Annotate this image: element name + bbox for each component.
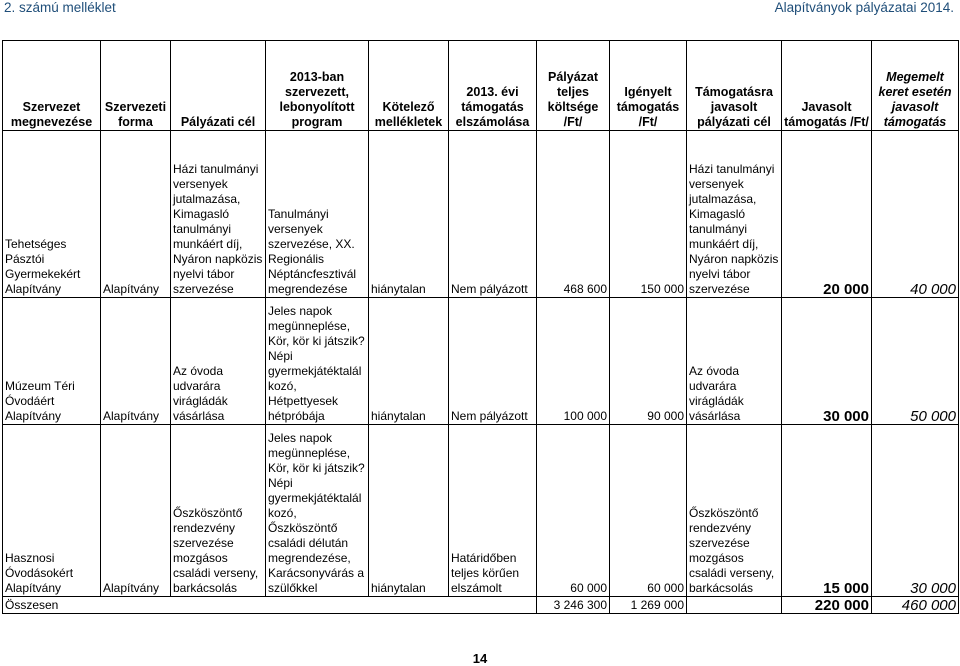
increased-amount: 40 000 — [872, 131, 959, 298]
attachments-status: hiánytalan — [369, 131, 449, 298]
col-header-goal: Pályázati cél — [171, 41, 266, 131]
requested-amount: 90 000 — [610, 298, 687, 425]
total-row — [3, 597, 959, 614]
page-number: 14 — [472, 651, 488, 666]
col-header-requested: Igényelt támogatás /Ft/ — [610, 41, 687, 131]
increased-amount: 50 000 — [872, 298, 959, 425]
settlement-status: Nem pályázott — [449, 298, 537, 425]
table-header-row — [3, 41, 959, 131]
total-cost-sum: 3 246 300 — [537, 597, 610, 614]
org-name: Hasznosi Óvodásokért Alapítvány — [3, 425, 101, 597]
requested-amount: 60 000 — [610, 425, 687, 597]
program-2013: Tanulmányi versenyek szervezése, XX. Regionális Néptáncfesztivál megrendezése — [266, 131, 369, 298]
settlement-status: Határidőben teljes körűen elszámolt — [449, 425, 537, 597]
applications-table — [2, 40, 959, 614]
document-label: 2. számú melléklet — [4, 0, 116, 15]
col-header-increased: Megemelt keret esetén javasolt támogatás — [872, 41, 959, 131]
col-header-attachments: Kötelező mellékletek — [369, 41, 449, 131]
increased-amount: 30 000 — [872, 425, 959, 597]
proposed-amount: 15 000 — [782, 425, 872, 597]
org-name: Múzeum Téri Óvodáért Alapítvány — [3, 298, 101, 425]
increased-sum: 460 000 — [872, 597, 959, 614]
table-row — [3, 131, 959, 298]
proposed-amount: 30 000 — [782, 298, 872, 425]
org-form: Alapítvány — [101, 131, 171, 298]
org-form: Alapítvány — [101, 425, 171, 597]
total-label: Összesen — [3, 597, 537, 614]
total-cost: 100 000 — [537, 298, 610, 425]
col-header-name: Szervezet megnevezése — [3, 41, 101, 131]
table-row — [3, 425, 959, 597]
proposed-goal: Őszköszöntő rendezvény szervezése mozgásos családi verseny, barkácsolás — [687, 425, 782, 597]
proposed-amount: 20 000 — [782, 131, 872, 298]
proposed-sum: 220 000 — [782, 597, 872, 614]
col-header-program: 2013-ban szervezett, lebonyolított program — [266, 41, 369, 131]
col-header-proposed: Javasolt támogatás /Ft/ — [782, 41, 872, 131]
proposed-goal: Az óvoda udvarára virágládák vásárlása — [687, 298, 782, 425]
requested-amount: 150 000 — [610, 131, 687, 298]
total-cost: 468 600 — [537, 131, 610, 298]
program-2013: Jeles napok megünneplése, Kör, kör ki játszik? Népi gyermekjátéktalálkozó, Hétpettyesek hétpróbája — [266, 298, 369, 425]
table-row — [3, 298, 959, 425]
col-header-form: Szervezeti forma — [101, 41, 171, 131]
application-goal: Őszköszöntő rendezvény szervezése mozgásos családi verseny, barkácsolás — [171, 425, 266, 597]
settlement-status: Nem pályázott — [449, 131, 537, 298]
total-cost: 60 000 — [537, 425, 610, 597]
col-header-proposed-goal: Támogatásra javasolt pályázati cél — [687, 41, 782, 131]
attachments-status: hiánytalan — [369, 425, 449, 597]
requested-sum: 1 269 000 — [610, 597, 687, 614]
document-title: Alapítványok pályázatai 2014. — [774, 0, 954, 15]
application-goal: Az óvoda udvarára virágládák vásárlása — [171, 298, 266, 425]
org-name: Tehetséges Pásztói Gyermekekért Alapítvány — [3, 131, 101, 298]
proposed-goal: Házi tanulmányi versenyek jutalmazása, Kimagasló tanulmányi munkáért díj, Nyáron napközis nyelvi tábor szervezése — [687, 131, 782, 298]
application-goal: Házi tanulmányi versenyek jutalmazása, Kimagasló tanulmányi munkáért díj, Nyáron napközis nyelvi tábor szervezése — [171, 131, 266, 298]
org-form: Alapítvány — [101, 298, 171, 425]
col-header-total-cost: Pályázat teljes költsége /Ft/ — [537, 41, 610, 131]
attachments-status: hiánytalan — [369, 298, 449, 425]
program-2013: Jeles napok megünneplése, Kör, kör ki játszik? Népi gyermekjátéktalálkozó, Őszköszöntő családi délután megrendezése, Karácsonyvárás a szülőkkel — [266, 425, 369, 597]
col-header-settlement: 2013. évi támogatás elszámolása — [449, 41, 537, 131]
